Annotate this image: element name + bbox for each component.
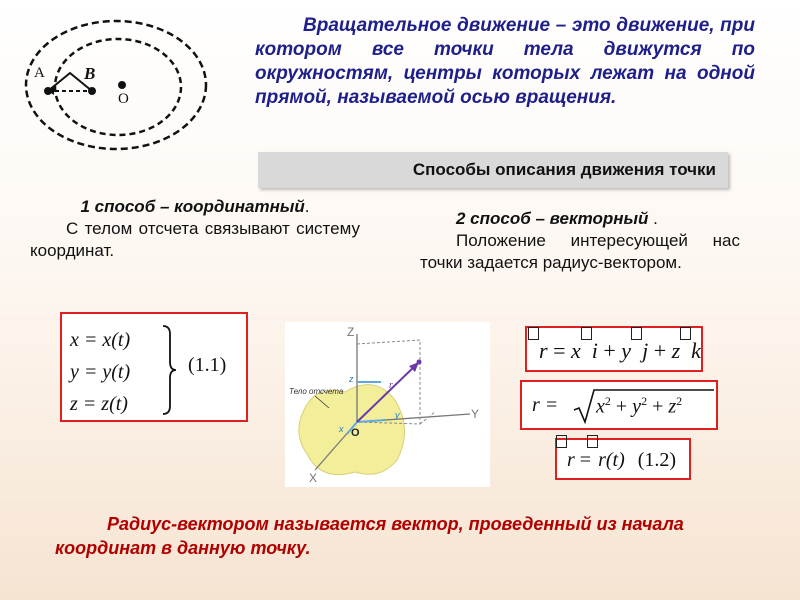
center-dot xyxy=(118,81,126,89)
label-axis-x: X xyxy=(309,471,318,485)
formula-line-x: x = x(t) xyxy=(70,329,131,351)
label-axis-y: Y xyxy=(471,407,480,421)
formula-vector-box: r = x i + y j + z k xyxy=(525,326,703,372)
formula-number-1-2: (1.2) xyxy=(637,449,677,471)
label-z: z xyxy=(349,374,354,384)
formula-system-box xyxy=(60,312,248,422)
method-vector-title: 2 способ – векторный . xyxy=(456,209,658,228)
label-vector-r: r xyxy=(389,380,393,391)
point-dot xyxy=(417,360,422,365)
method-coordinate xyxy=(30,196,360,262)
label-origin: O xyxy=(351,427,360,439)
label-x: x xyxy=(339,424,344,434)
label-o: O xyxy=(118,91,129,107)
definition-footer: Радиус-вектором называется вектор, проведенный из начала координат в данную точку. xyxy=(55,514,684,558)
method-vector xyxy=(420,208,740,274)
label-b: B xyxy=(84,64,96,83)
method-coordinate-title: 1 способ – координатный. xyxy=(80,197,310,216)
label-a: A xyxy=(34,65,45,81)
right-brace-icon xyxy=(160,324,178,416)
label-axis-z: Z xyxy=(347,325,355,339)
formula-number-1-1: (1.1) xyxy=(188,354,227,376)
label-y: y xyxy=(395,410,400,420)
methods-banner xyxy=(258,152,728,188)
definition-heading: Вращательное движение – это движение, при котором все точки тела движутся по окружностям, центры которых лежат на одной прямой, называемой осью вращения. xyxy=(255,15,755,108)
point-b-dot xyxy=(88,87,96,95)
method-coordinate-body: С телом отсчета связывают систему координат. xyxy=(30,219,360,260)
formula-function-box: r = r(t) (1.2) xyxy=(555,438,691,480)
formula-modulus-box: r = $x^2 + y^2 + z^2$ xyxy=(520,380,718,430)
vector-r: r xyxy=(537,338,548,363)
label-reference-body: Тело отсчета xyxy=(289,387,344,396)
coordinate-figure xyxy=(285,322,490,487)
formula-line-z: z = z(t) xyxy=(70,393,128,415)
methods-banner-text: Способы описания движения точки xyxy=(412,160,716,179)
inner-circle xyxy=(55,39,181,135)
formula-line-y: y = y(t) xyxy=(70,361,131,383)
rotation-figure xyxy=(20,15,220,160)
method-vector-body: Положение интересующей нас точки задается радиус-вектором. xyxy=(420,231,740,272)
